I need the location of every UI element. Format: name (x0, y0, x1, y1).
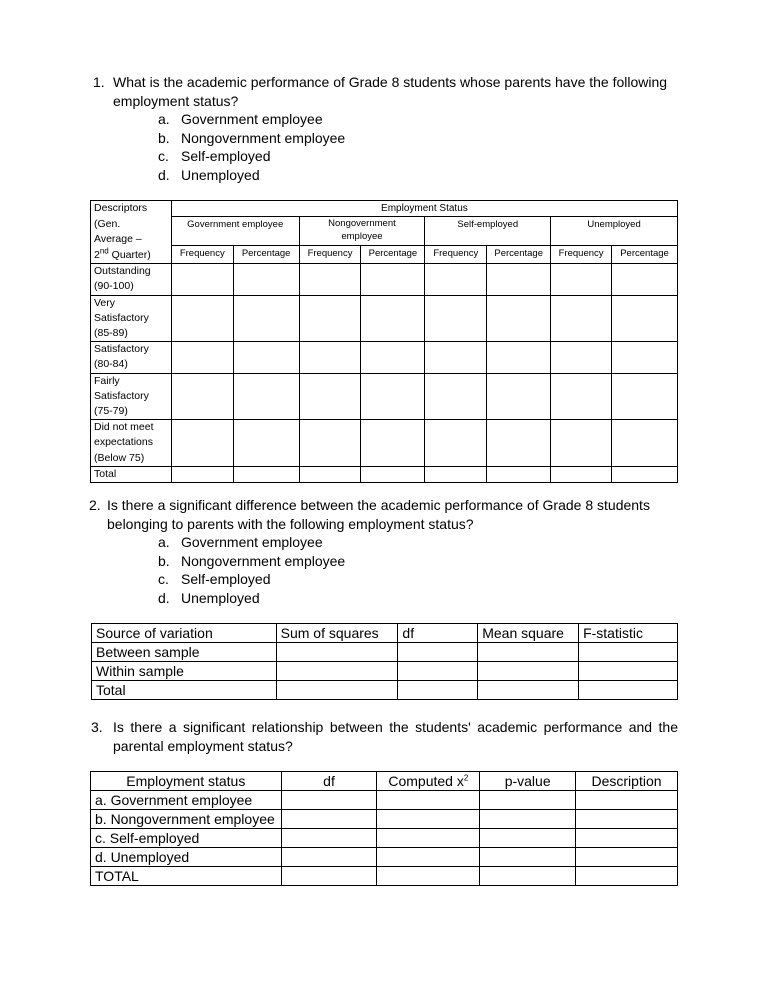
header-description: Description (576, 772, 678, 791)
chi-square-table (90, 771, 678, 886)
row-label-very-satisfactory: Very Satisfactory (85-89) (91, 295, 172, 342)
table-row (91, 342, 678, 373)
question-2-option: b. Nongovernment employee (158, 552, 346, 569)
header-df: df (398, 624, 478, 643)
row-label-self-employed: c. Self-employed (91, 829, 282, 848)
question-3-text: Is there a significant relationship between the students' academic performance and the parental employment status? (113, 719, 678, 754)
question-2-option: d. Unemployed (158, 589, 260, 606)
row-label-outstanding: Outstanding (90-100) (91, 264, 172, 295)
header-computed-chi-square: Computed $x^2$ (377, 772, 480, 791)
header-p-value: p-value (480, 772, 576, 791)
row-label-total: TOTAL (91, 867, 282, 886)
table-row (91, 848, 678, 867)
header-mean-square: Mean square (478, 624, 579, 643)
question-2-text: Is there a significant difference between the academic performance of Grade 8 students belonging to parents with the following employment status? (107, 497, 650, 532)
question-3-number: 3. (91, 719, 103, 735)
descriptor-header: Descriptors (Gen. Average – 2nd Quarter) (91, 201, 172, 264)
question-1-options (158, 110, 345, 184)
table-row (91, 829, 678, 848)
header-df: df (281, 772, 377, 791)
sub-header-frequency: Frequency (299, 246, 361, 264)
row-label-fairly-satisfactory: Fairly Satisfactory (75-79) (91, 373, 172, 420)
question-2-options (158, 533, 345, 607)
row-label-total: Total (92, 681, 277, 700)
header-f-statistic: F-statistic (579, 624, 678, 643)
table-row (91, 466, 678, 482)
employment-status-header: Employment Status (171, 201, 677, 217)
question-2-option: a. Government employee (158, 534, 323, 550)
question-1-number: 1. (93, 74, 105, 90)
anova-table (91, 623, 678, 700)
sub-header-percentage: Percentage (361, 246, 425, 264)
row-label-did-not-meet: Did not meet expectations (Below 75) (91, 420, 172, 467)
question-1-option: a. Government employee (158, 111, 323, 127)
question-2 (89, 496, 679, 536)
header-sum-of-squares: Sum of squares (276, 624, 398, 643)
group-header-government: Government employee (171, 217, 299, 246)
question-1-text: What is the academic performance of Grade 8 students whose parents have the following employment status? (113, 74, 668, 109)
question-1-option: d. Unemployed (158, 166, 260, 183)
table-row (91, 373, 678, 420)
table-row (91, 791, 678, 810)
row-label-nongovernment: b. Nongovernment employee (91, 810, 282, 829)
row-label-unemployed: d. Unemployed (91, 848, 282, 867)
table-row (91, 420, 678, 467)
table-row (91, 264, 678, 295)
table-row (91, 810, 678, 829)
row-label-between-sample: Between sample (92, 643, 277, 662)
question-2-number: 2. (89, 497, 101, 513)
header-source-of-variation: Source of variation (92, 624, 277, 643)
question-1-option: b. Nongovernment employee (158, 129, 346, 146)
sub-header-percentage: Percentage (612, 246, 678, 264)
sub-header-frequency: Frequency (425, 246, 487, 264)
table-row (91, 295, 678, 342)
row-label-total: Total (91, 466, 172, 482)
group-header-nongovernment: Nongovernment employee (299, 217, 425, 246)
table-row (91, 867, 678, 886)
group-header-self-employed: Self-employed (425, 217, 551, 246)
question-1-option: c. Self-employed (158, 148, 271, 164)
question-3 (91, 718, 681, 758)
row-label-satisfactory: Satisfactory (80-84) (91, 342, 172, 373)
table-row (92, 662, 678, 681)
question-2-option: c. Self-employed (158, 571, 271, 587)
table-row (92, 643, 678, 662)
performance-frequency-table (90, 200, 678, 483)
sub-header-percentage: Percentage (233, 246, 299, 264)
row-label-within-sample: Within sample (92, 662, 277, 681)
group-header-unemployed: Unemployed (551, 217, 678, 246)
sub-header-percentage: Percentage (487, 246, 551, 264)
sub-header-frequency: Frequency (171, 246, 233, 264)
question-1 (93, 73, 683, 113)
row-label-government: a. Government employee (91, 791, 282, 810)
table-row (92, 681, 678, 700)
sub-header-frequency: Frequency (551, 246, 612, 264)
header-employment-status: Employment status (91, 772, 282, 791)
